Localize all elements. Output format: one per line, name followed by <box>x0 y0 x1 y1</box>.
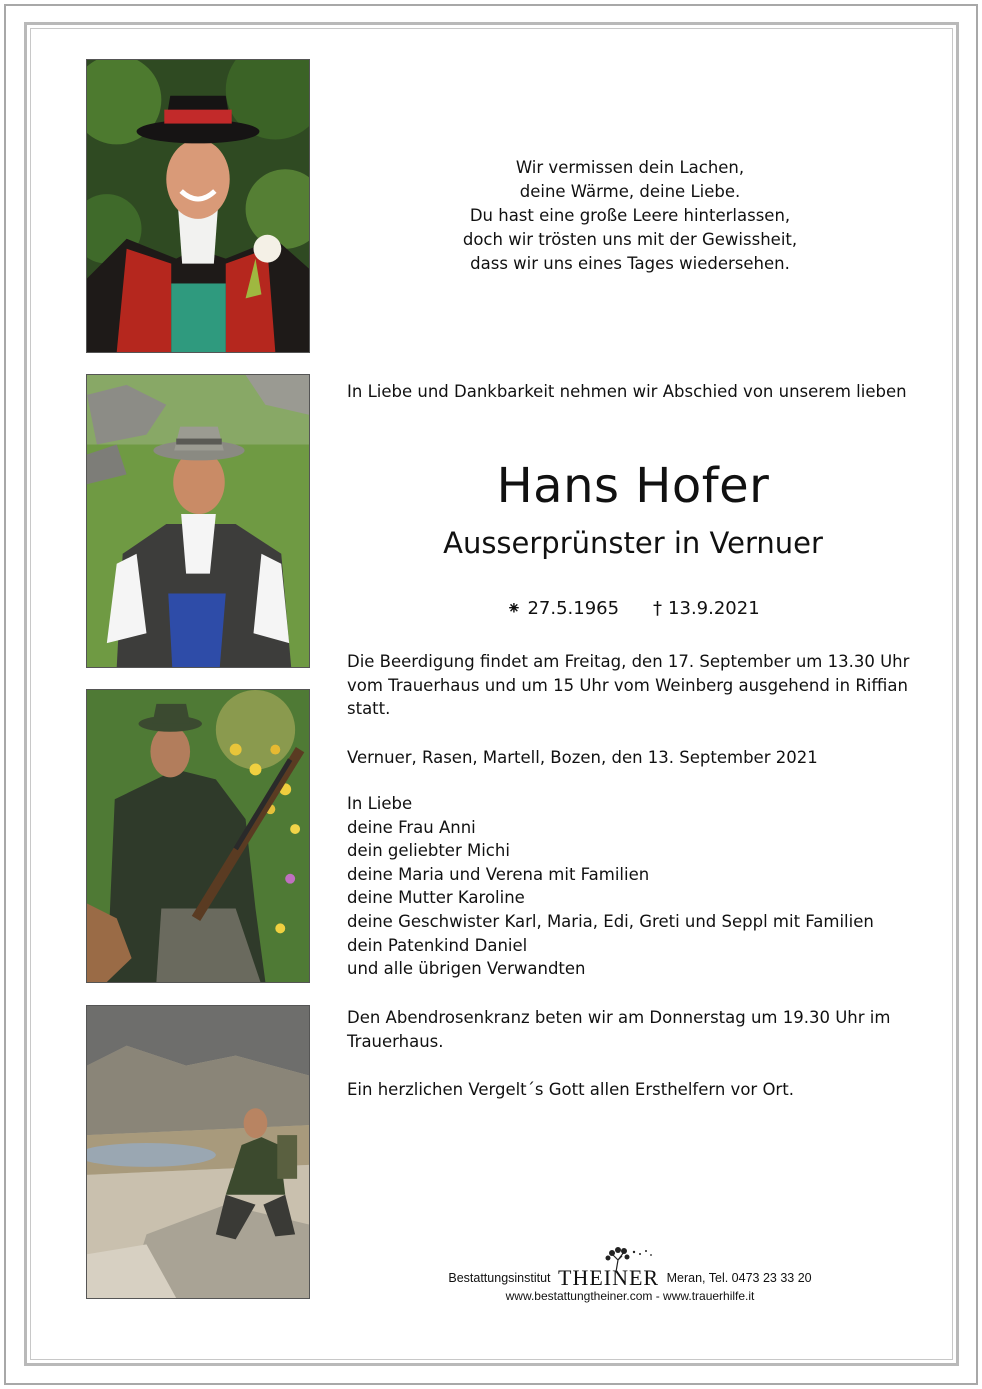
deceased-place: Ausserprünster in Vernuer <box>443 526 823 560</box>
poem-line: Wir vermissen dein Lachen, <box>515 158 745 177</box>
funeral-home-footer <box>420 1265 840 1304</box>
mourner-line: dein geliebter Michi <box>347 841 510 861</box>
mourner-line: deine Mutter Karoline <box>347 888 525 908</box>
memorial-poem <box>370 156 890 276</box>
life-dates <box>380 596 886 622</box>
death-date: 13.9.2021 <box>668 598 760 619</box>
rosary-notice: Den Abendrosenkranz beten wir am Donnerstag um 19.30 Uhr im Trauerhaus. <box>347 1008 891 1051</box>
thanks-notice: Ein herzlichen Vergelt´s Gott allen Ersthelfern vor Ort. <box>347 1080 794 1099</box>
footer-websites: www.bestattungtheiner.com - www.trauerhilfe.it <box>505 1289 755 1303</box>
tree-logo-icon <box>594 1246 654 1272</box>
deceased-name: Hans Hofer <box>496 458 770 514</box>
mourner-line: deine Maria und Verena mit Familien <box>347 864 650 884</box>
mourner-line: und alle übrigen Verwandten <box>347 959 586 979</box>
poem-line: doch wir trösten uns mit der Gewissheit, <box>462 230 798 249</box>
footer-contact: Meran, Tel. 0473 23 33 20 <box>666 1271 812 1285</box>
poem-line: Du hast eine große Leere hinterlassen, <box>469 206 791 225</box>
location-date: Vernuer, Rasen, Martell, Bozen, den 13. September 2021 <box>347 748 818 767</box>
birth-date: 27.5.1965 <box>527 598 620 619</box>
poem-line: dass wir uns eines Tages wiedersehen. <box>470 254 790 273</box>
burial-notice: Die Beerdigung findet am Freitag, den 17. September um 13.30 Uhr vom Trauerhaus und um 15 Uhr vom Weinberg ausgehend in Riffian statt. <box>347 652 910 719</box>
footer-prefix: Bestattungsinstitut <box>448 1271 551 1285</box>
mourner-line: In Liebe <box>347 794 413 813</box>
mourner-line: dein Patenkind Daniel <box>347 935 528 955</box>
mourners-list <box>347 792 874 981</box>
portrait-photo-hunter-rifle <box>86 689 310 983</box>
mourner-line: deine Geschwister Karl, Maria, Edi, Greti und Seppl mit Familien <box>347 911 874 931</box>
mourner-line: deine Frau Anni <box>347 817 476 837</box>
footer-brand-name: THEINER <box>558 1265 660 1290</box>
poem-line: deine Wärme, deine Liebe. <box>519 182 741 201</box>
portrait-photo-mountain-meadow <box>86 374 310 668</box>
portrait-photo-traditional-costume <box>86 59 310 353</box>
portrait-photo-mountain-landscape <box>86 1005 310 1299</box>
footer-brand <box>558 1265 660 1290</box>
farewell-intro: In Liebe und Dankbarkeit nehmen wir Abschied von unserem lieben <box>347 382 907 401</box>
birth-star-icon: ⁕ <box>506 598 522 619</box>
death-cross-icon: † <box>653 598 663 619</box>
